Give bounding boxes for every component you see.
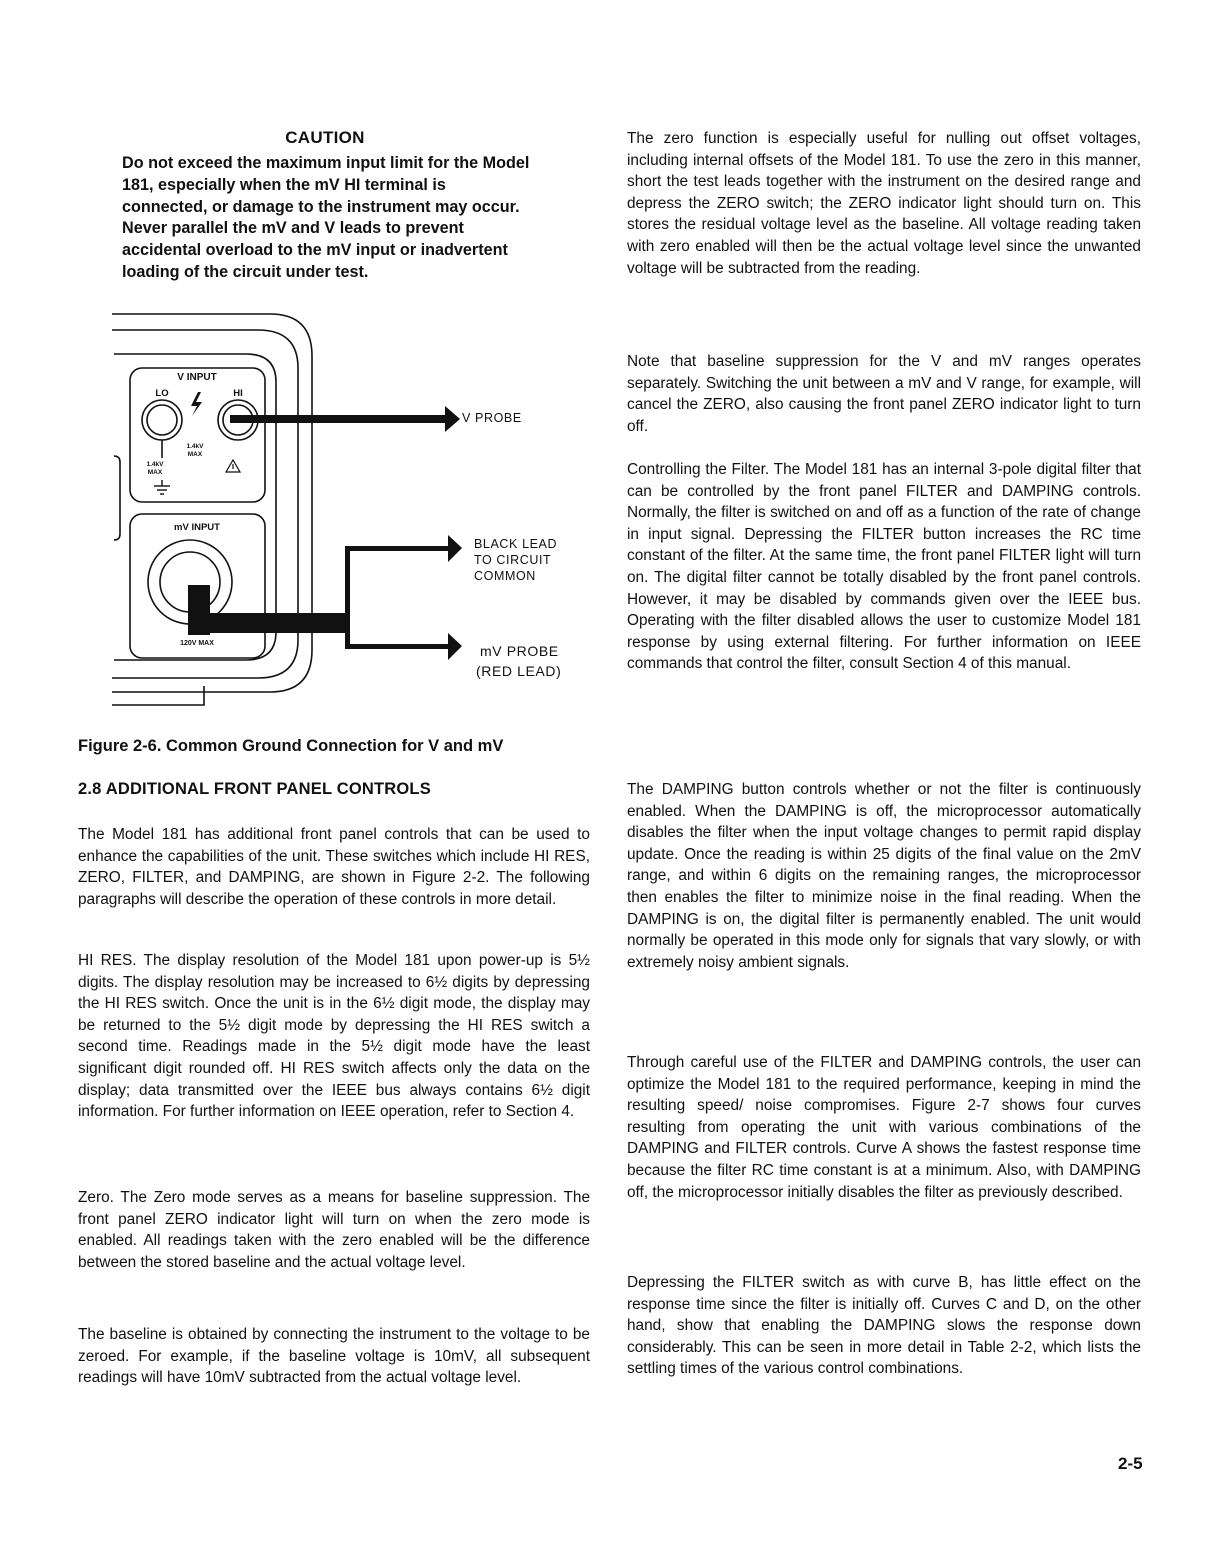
black-lead-line-2: TO CIRCUIT xyxy=(474,553,552,567)
svg-text:LO: LO xyxy=(155,388,169,399)
svg-text:mV INPUT: mV INPUT xyxy=(174,522,220,533)
figure-2-6-diagram xyxy=(100,310,590,730)
mv-probe-line-1: mV PROBE xyxy=(480,643,559,659)
left-paragraph-zero xyxy=(78,1187,590,1273)
page-number: 2-5 xyxy=(1118,1454,1143,1473)
left-paragraph-hi-res xyxy=(78,950,590,1123)
black-lead-line-1: BLACK LEAD xyxy=(474,537,558,551)
svg-text:MAX: MAX xyxy=(147,469,163,476)
v-probe-label: V PROBE xyxy=(462,411,522,425)
right-paragraph-filter xyxy=(627,459,1141,675)
paragraph-hi-res: HI RES. The display resolution of the Model 181 upon power-up is 5½ digits. The display resolution may be increased to 6½ digits by depressing the HI RES switch. Once the unit is in the 6½ digit mode, the display may be returned to the 5½ digit mode by depressing the HI RES switch a second time. Readings made in the 5½ digit mode have the least significant digit rounded off. HI RES switch affects only the data on the display; data transmitted over the IEEE bus always contains 6½ digit information. For further information on IEEE operation, refer to Section 4. xyxy=(78,952,590,1121)
paragraph-baseline-note: Note that baseline suppression for the V and mV ranges operates separately. Switching the unit between a mV and V range, for example, will cancel the ZERO, also causing the front panel ZERO indicator light to turn off. xyxy=(627,353,1141,435)
right-paragraph-damping xyxy=(627,779,1141,973)
warning-icon xyxy=(226,460,240,472)
right-paragraph-curves xyxy=(627,1052,1141,1203)
paragraph-intro: The Model 181 has additional front panel controls that can be used to enhance the capabilities of the unit. These switches which include HI RES, ZERO, FILTER, and DAMPING, are shown in Figure 2-2. The following paragraphs will describe the operation of these controls in more detail. xyxy=(78,826,590,908)
caution-title: CAUTION xyxy=(285,128,365,147)
svg-text:120V MAX: 120V MAX xyxy=(180,640,214,647)
left-paragraph-baseline xyxy=(78,1324,590,1389)
mv-probe-line-2: (RED LEAD) xyxy=(476,663,562,679)
paragraph-curves: Through careful use of the FILTER and DAMPING controls, the user can optimize the Model 181 to the required performance, keeping in mind the resulting speed/ noise compromises. Figure 2-7 shows four curves resulting from operating the unit with various combinations of the DAMPING and FILTER controls. Curve A shows the fastest response time because the filter RC time constant is at a minimum. Also, with DAMPING off, the microprocessor initially disables the filter as previously described. xyxy=(627,1054,1141,1201)
svg-text:MAX: MAX xyxy=(187,451,203,458)
svg-text:1.4kV: 1.4kV xyxy=(146,461,164,468)
ground-icon xyxy=(154,480,170,494)
svg-text:1.4kV: 1.4kV xyxy=(186,443,204,450)
right-paragraph-baseline-note xyxy=(627,351,1141,437)
paragraph-damping: The DAMPING button controls whether or not the filter is continuously enabled. When the DAMPING is off, the microprocessor automatically disables the filter when the input voltage changes to permit rapid display update. Once the reading is within 25 digits of the final value on the 2mV range, and within 6 digits on the remaining ranges, the microprocessor then enables the filter to minimize noise in the final reading. When the DAMPING is on, the digital filter is permanently enabled. The unit would normally be operated in this mode only for signals that vary slowly, or with extremely noisy ambient signals. xyxy=(627,781,1141,971)
caution-text: Do not exceed the maximum input limit for the Model 181, especially when the mV HI terminal is connected, or damage to the instrument may occur. Never parallel the mV and V leads to prevent accidental overload to the mV input or inadvertent loading of the circuit under test. xyxy=(122,154,530,281)
paragraph-filter: Controlling the Filter. The Model 181 has an internal 3-pole digital filter that can be controlled by the front panel FILTER and DAMPING controls. Normally, the filter is switched on and off as a function of the rate of change in input signal. Depressing the FILTER button increases the RC time constant of the filter. At the same time, the front panel FILTER light will turn on. The digital filter cannot be totally disabled by the front panel controls. However, it may be disabled by commands given over the IEEE bus. Operating with the filter disabled allows the user to customize Model 181 response by using external filtering. For further information on IEEE commands that control the filter, consult Section 4 of this manual. xyxy=(627,461,1141,673)
svg-text:HI: HI xyxy=(233,388,243,399)
paragraph-zero: Zero. The Zero mode serves as a means for baseline suppression. The front panel ZERO indicator light will turn on when the zero mode is enabled. All readings taken with the zero enabled will be the difference between the stored baseline and the actual voltage level. xyxy=(78,1189,590,1271)
left-paragraph-intro xyxy=(78,824,590,910)
svg-text:V INPUT: V INPUT xyxy=(177,372,217,383)
paragraph-zero-function: The zero function is especially useful for nulling out offset voltages, including internal offsets of the Model 181. To use the zero in this manner, short the test leads together with the instrument on the desired range and depress the ZERO switch; the ZERO indicator light should turn on. This stores the residual voltage level as the baseline. All voltage reading taken with zero enabled will then be the actual voltage level since the unwanted voltage will be subtracted from the reading. xyxy=(627,130,1141,277)
paragraph-baseline: The baseline is obtained by connecting the instrument to the voltage to be zeroed. For example, if the baseline voltage is 10mV, all subsequent readings will have 10mV subtracted from the actual voltage level. xyxy=(78,1326,590,1387)
right-paragraph-filter-switch xyxy=(627,1272,1141,1380)
mv-probe-label xyxy=(476,641,561,681)
right-paragraph-zero-function xyxy=(627,128,1141,279)
black-lead-line-3: COMMON xyxy=(474,569,536,583)
black-lead-label xyxy=(474,536,557,584)
high-voltage-icon xyxy=(191,392,202,416)
paragraph-filter-switch: Depressing the FILTER switch as with curve B, has little effect on the response time since the filter is initially off. Curves C and D, on the other hand, show that enabling the DAMPING slows the response down considerably. This can be seen in more detail in Table 2-2, which lists the settling times of the various control combinations. xyxy=(627,1274,1141,1378)
figure-caption: Figure 2-6. Common Ground Connection for V and mV xyxy=(78,737,504,755)
section-heading: 2.8 ADDITIONAL FRONT PANEL CONTROLS xyxy=(78,780,431,798)
